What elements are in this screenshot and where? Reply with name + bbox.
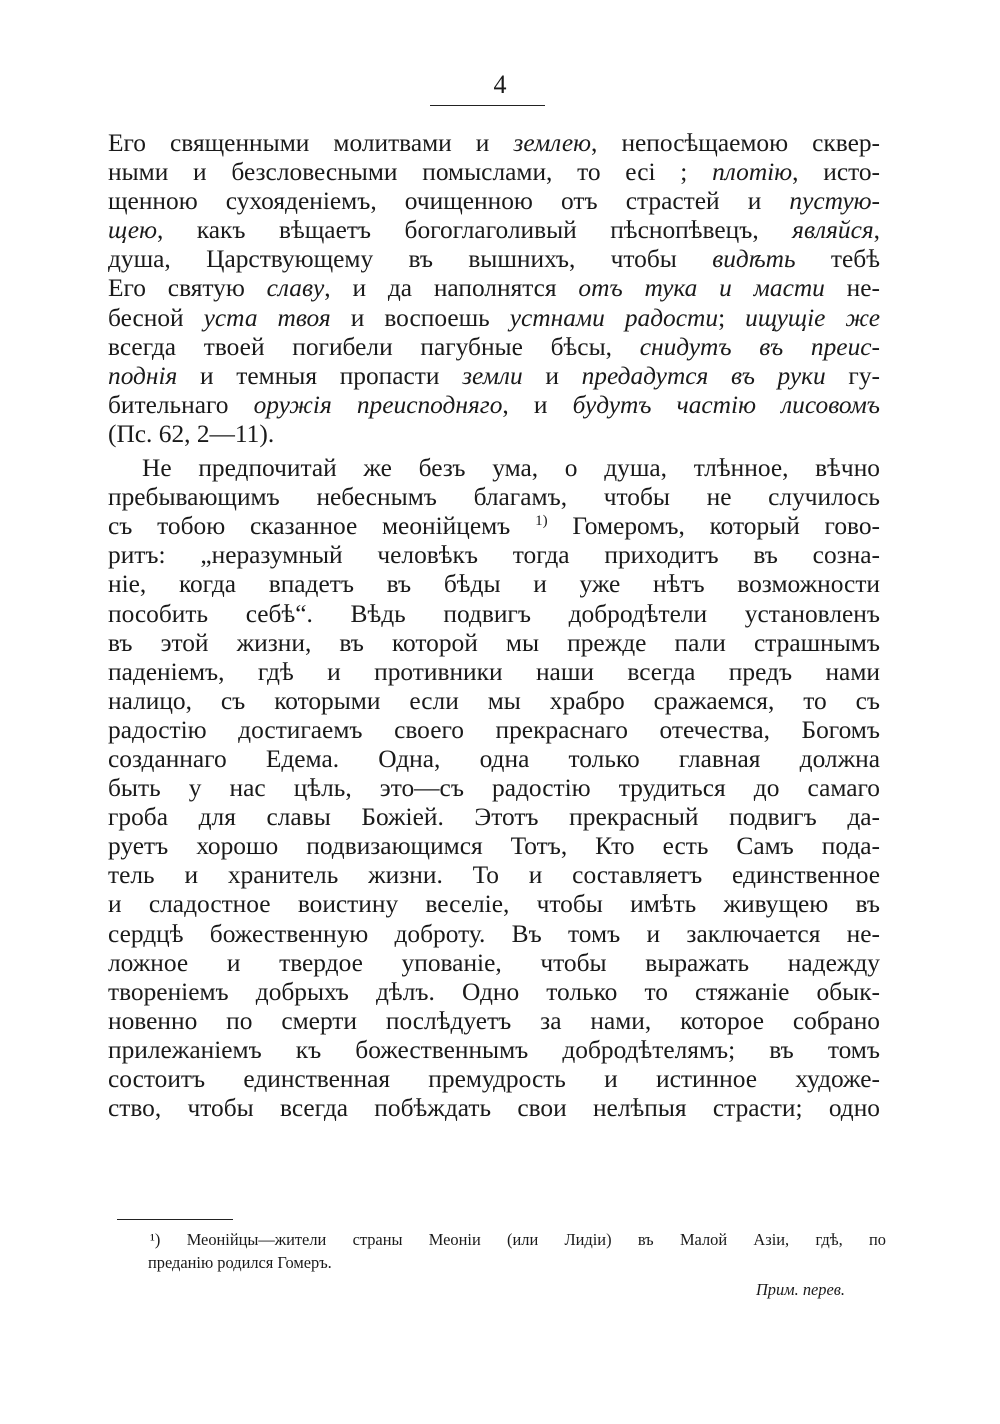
text-line: ніе, когда впадетъ въ бѣды и уже нѣтъ возможности bbox=[108, 570, 880, 599]
text-line: гроба для славы Божіей. Этотъ прекрасный подвигъ да- bbox=[108, 803, 880, 832]
text-line: пребывающимъ небеснымъ благамъ, чтобы не случилось bbox=[108, 483, 880, 512]
text-line: и сладостное воистину веселіе, чтобы имѣть живущею въ bbox=[108, 890, 880, 919]
footnote-line: ¹) Меонійцы—жители страны Меоніи (или Лидіи) въ Малой Азіи, гдѣ, по bbox=[150, 1230, 886, 1249]
text-line: душа, Царствующему въ вышнихъ, чтобы видѣть тебѣ bbox=[108, 245, 880, 274]
text-line: паденіемъ, гдѣ и противники наши всегда предъ нами bbox=[108, 657, 880, 686]
footnote-ref: 1) bbox=[535, 513, 548, 530]
footnote-line: преданію родился Гомеръ. bbox=[148, 1253, 332, 1272]
text-line: созданнаго Едема. Одна, одна только главная должна bbox=[108, 744, 880, 773]
text-line: налицо, съ которыми если мы храбро сражаемся, то съ bbox=[108, 686, 880, 715]
text-line: твореніемъ добрыхъ дѣлъ. Одно только то стяжаніе обык- bbox=[108, 977, 880, 1006]
header-rule bbox=[430, 105, 545, 106]
footnote bbox=[150, 1228, 886, 1274]
main-text bbox=[108, 129, 880, 1123]
text-line: (Пс. 62, 2—11). bbox=[108, 419, 275, 448]
text-line: бесной уста твоя и воспоешь устнами радости; ищущіе же bbox=[108, 303, 880, 332]
text-line: Его святую славу, и да наполнятся отъ тука и масти не- bbox=[108, 274, 880, 303]
text-line: радостію достигаемъ своего прекраснаго отечества, Богомъ bbox=[108, 715, 880, 744]
text-line: прилежаніемъ къ божественнымъ добродѣтелямъ; въ томъ bbox=[108, 1035, 880, 1064]
text-line: всегда твоей погибели пагубные бѣсы, снидутъ въ преис- bbox=[108, 332, 880, 361]
footnote-marker: ¹) bbox=[150, 1230, 161, 1249]
translator-note: Прим. перев. bbox=[755, 1280, 845, 1299]
text-line: щею, какъ вѣщаетъ богоглаголивый пѣснопѣвецъ, являйся, bbox=[108, 216, 880, 245]
text-line: состоитъ единственная премудрость и истинное художе- bbox=[108, 1065, 880, 1093]
text-line: бительнаго оружія преисподняго, и будутъ частію лисовомъ bbox=[108, 390, 880, 419]
text-line: быть у нас цѣль, это—съ радостію трудиться до самаго bbox=[108, 774, 880, 803]
text-line: Его священными молитвами и землею, непосѣщаемою сквер- bbox=[108, 129, 880, 157]
text-line: ложное и твердое упованіе, чтобы выражать надежду bbox=[108, 948, 880, 977]
text-line: ритъ: „неразумный человѣкъ тогда приходитъ въ созна- bbox=[108, 541, 880, 570]
text-line: руетъ хорошо подвизающимся Тотъ, Кто есть Самъ пода- bbox=[108, 832, 880, 861]
text-line: сердцѣ божественную доброту. Въ томъ и заключается не- bbox=[108, 919, 880, 948]
text-line: пособить себѣ“. Вѣдь подвигъ добродѣтели установленъ bbox=[108, 599, 880, 628]
text-line: Не предпочитай же безъ ума, о душа, тлѣнное, вѣчно bbox=[142, 454, 880, 483]
text-line: щенною сухояденіемъ, очищенною отъ страстей и пустую- bbox=[108, 187, 880, 216]
text-line: тель и хранитель жизни. То и составляетъ единственное bbox=[108, 861, 880, 890]
text-line: ными и безсловесными помыслами, то есі ; плотію, исто- bbox=[108, 158, 881, 187]
text-line: поднія и темныя пропасти земли и предадутся въ руки гу- bbox=[108, 361, 880, 390]
text-line: ство, чтобы всегда побѣждать свои нелѣпыя страсти; одно bbox=[108, 1094, 880, 1123]
page-number: 4 bbox=[493, 70, 507, 99]
text-line: въ этой жизни, въ которой мы прежде пали страшнымъ bbox=[108, 628, 880, 657]
footnote-rule bbox=[117, 1219, 233, 1220]
text-line: новенно по смерти послѣдуетъ за нами, которое собрано bbox=[108, 1006, 880, 1035]
text-line: съ тобою сказанное меонійцемъ $^{1)}$ Гомеромъ, который гово- bbox=[108, 512, 881, 541]
